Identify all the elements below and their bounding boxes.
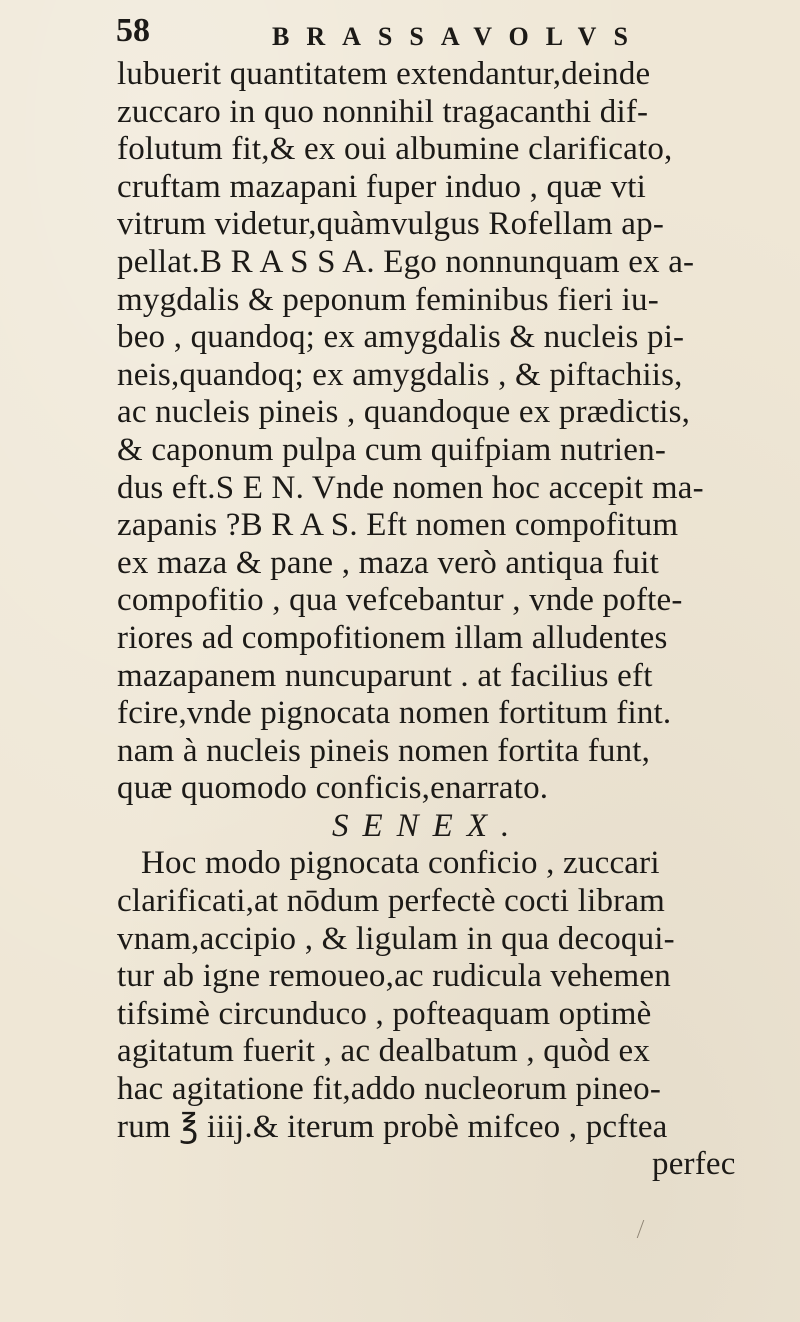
catchword: perfec <box>652 1146 736 1183</box>
text-line: beo , quandoq; ex amygdalis & nucleis pi- <box>117 319 685 356</box>
text-line: dus eft.S E N. Vnde nomen hoc accepit ma- <box>117 469 704 506</box>
text-line: pellat.B R A S S A. Ego nonnunquam ex a- <box>117 243 695 280</box>
text-line: folutum fit,& ex oui albumine clarificato, <box>117 131 673 168</box>
text-line: neis,quandoq; ex amygdalis , & piftachiis, <box>117 356 683 393</box>
text-line: lubuerit quantitatem extendantur,deinde <box>117 56 651 92</box>
page-header <box>110 8 670 54</box>
text-line: hac agitatione fit,addo nucleorum pineo- <box>117 1071 662 1108</box>
text-line: zuccaro in quo nonnihil tragacanthi dif- <box>117 93 649 130</box>
text-line: & caponum pulpa cum quifpiam nutrien- <box>117 431 667 468</box>
text-line: vnam,accipio , & ligulam in qua decoqui- <box>117 920 675 957</box>
text-line: zapanis ?B R A S. Eft nomen compofitum <box>117 507 679 544</box>
text-line: quæ quomodo conficis,enarrato. <box>117 770 549 807</box>
text-line: cruftam mazapani fuper induo , quæ vti <box>117 168 647 205</box>
text-line: fcire,vnde pignocata nomen fortitum fint. <box>117 695 672 732</box>
speaker-heading: SENEX. <box>332 807 524 844</box>
text-line: rum ℥ iiij.& iterum probè mifceo , pcftea <box>117 1108 668 1145</box>
text-line: tur ab igne remoueo,ac rudicula vehemen <box>117 958 671 995</box>
text-line: clarificati,at nōdum perfectè cocti libram <box>117 883 666 920</box>
body-text <box>117 56 797 1184</box>
page-number: 58 <box>116 12 150 49</box>
text-line: ac nucleis pineis , quandoque ex prædictis, <box>117 394 691 431</box>
text-line: nam à nucleis pineis nomen fortita funt, <box>117 732 651 769</box>
text-line: vitrum videtur,quàmvulgus Rofellam ap- <box>117 206 665 243</box>
ink-mark <box>637 1220 651 1238</box>
text-line: agitatum fuerit , ac dealbatum , quòd ex <box>117 1033 651 1070</box>
text-line: mygdalis & peponum feminibus fieri iu- <box>117 281 659 318</box>
text-line: riores ad compofitionem illam alludentes <box>117 619 668 656</box>
text-line: tifsimè circunduco , pofteaquam optimè <box>117 995 652 1032</box>
text-line: mazapanem nuncuparunt . at facilius eft <box>117 657 653 694</box>
text-line: Hoc modo pignocata conficio , zuccari <box>141 845 660 882</box>
text-line: ex maza & pane , maza verò antiqua fuit <box>117 544 659 581</box>
text-line: compofitio , qua vefcebantur , vnde pofte- <box>117 582 683 619</box>
running-head: BRASSAVOLVS <box>272 22 645 51</box>
